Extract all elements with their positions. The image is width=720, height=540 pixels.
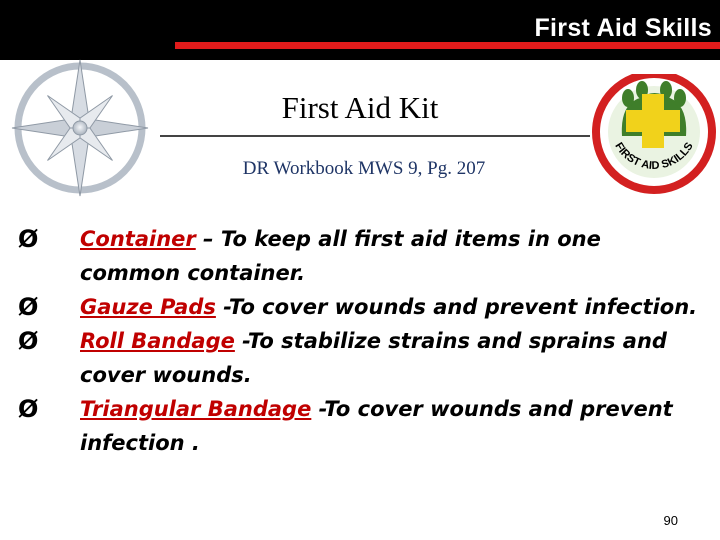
slide-title: First Aid Kit xyxy=(281,90,439,125)
list-item xyxy=(18,392,708,460)
compass-rose-icon xyxy=(0,58,170,208)
title-divider xyxy=(160,135,590,137)
arrow-bullet-icon: Ø xyxy=(18,327,39,355)
header-title: First Aid Skills xyxy=(534,14,712,42)
badge-text: FIRST AID SKILLS xyxy=(612,140,696,172)
arrow-bullet-icon: Ø xyxy=(18,395,39,423)
arrow-bullet-icon: Ø xyxy=(18,293,39,321)
slide-subtitle: DR Workbook MWS 9, Pg. 207 xyxy=(242,158,486,179)
page-number: 90 xyxy=(663,513,678,528)
bullet-description: -To cover wounds and prevent infection. xyxy=(215,295,698,319)
bullet-term: Triangular Bandage xyxy=(80,397,312,421)
first-aid-skills-badge-logo xyxy=(590,74,718,194)
bullet-term: Gauze Pads xyxy=(80,295,216,319)
bullet-term: Container xyxy=(80,227,196,251)
arrow-bullet-icon: Ø xyxy=(18,225,39,253)
bullet-description: – To keep all first aid items in one common container. xyxy=(80,227,601,285)
header-red-rule xyxy=(175,42,720,49)
list-item xyxy=(18,324,708,392)
bullet-term: Roll Bandage xyxy=(80,329,235,353)
list-item xyxy=(18,290,708,324)
bullet-description: -To cover wounds and prevent infection . xyxy=(80,397,673,455)
bullet-description: -To stabilize strains and sprains and cover wounds. xyxy=(80,329,667,387)
bullet-list xyxy=(18,222,708,460)
list-item xyxy=(18,222,708,290)
